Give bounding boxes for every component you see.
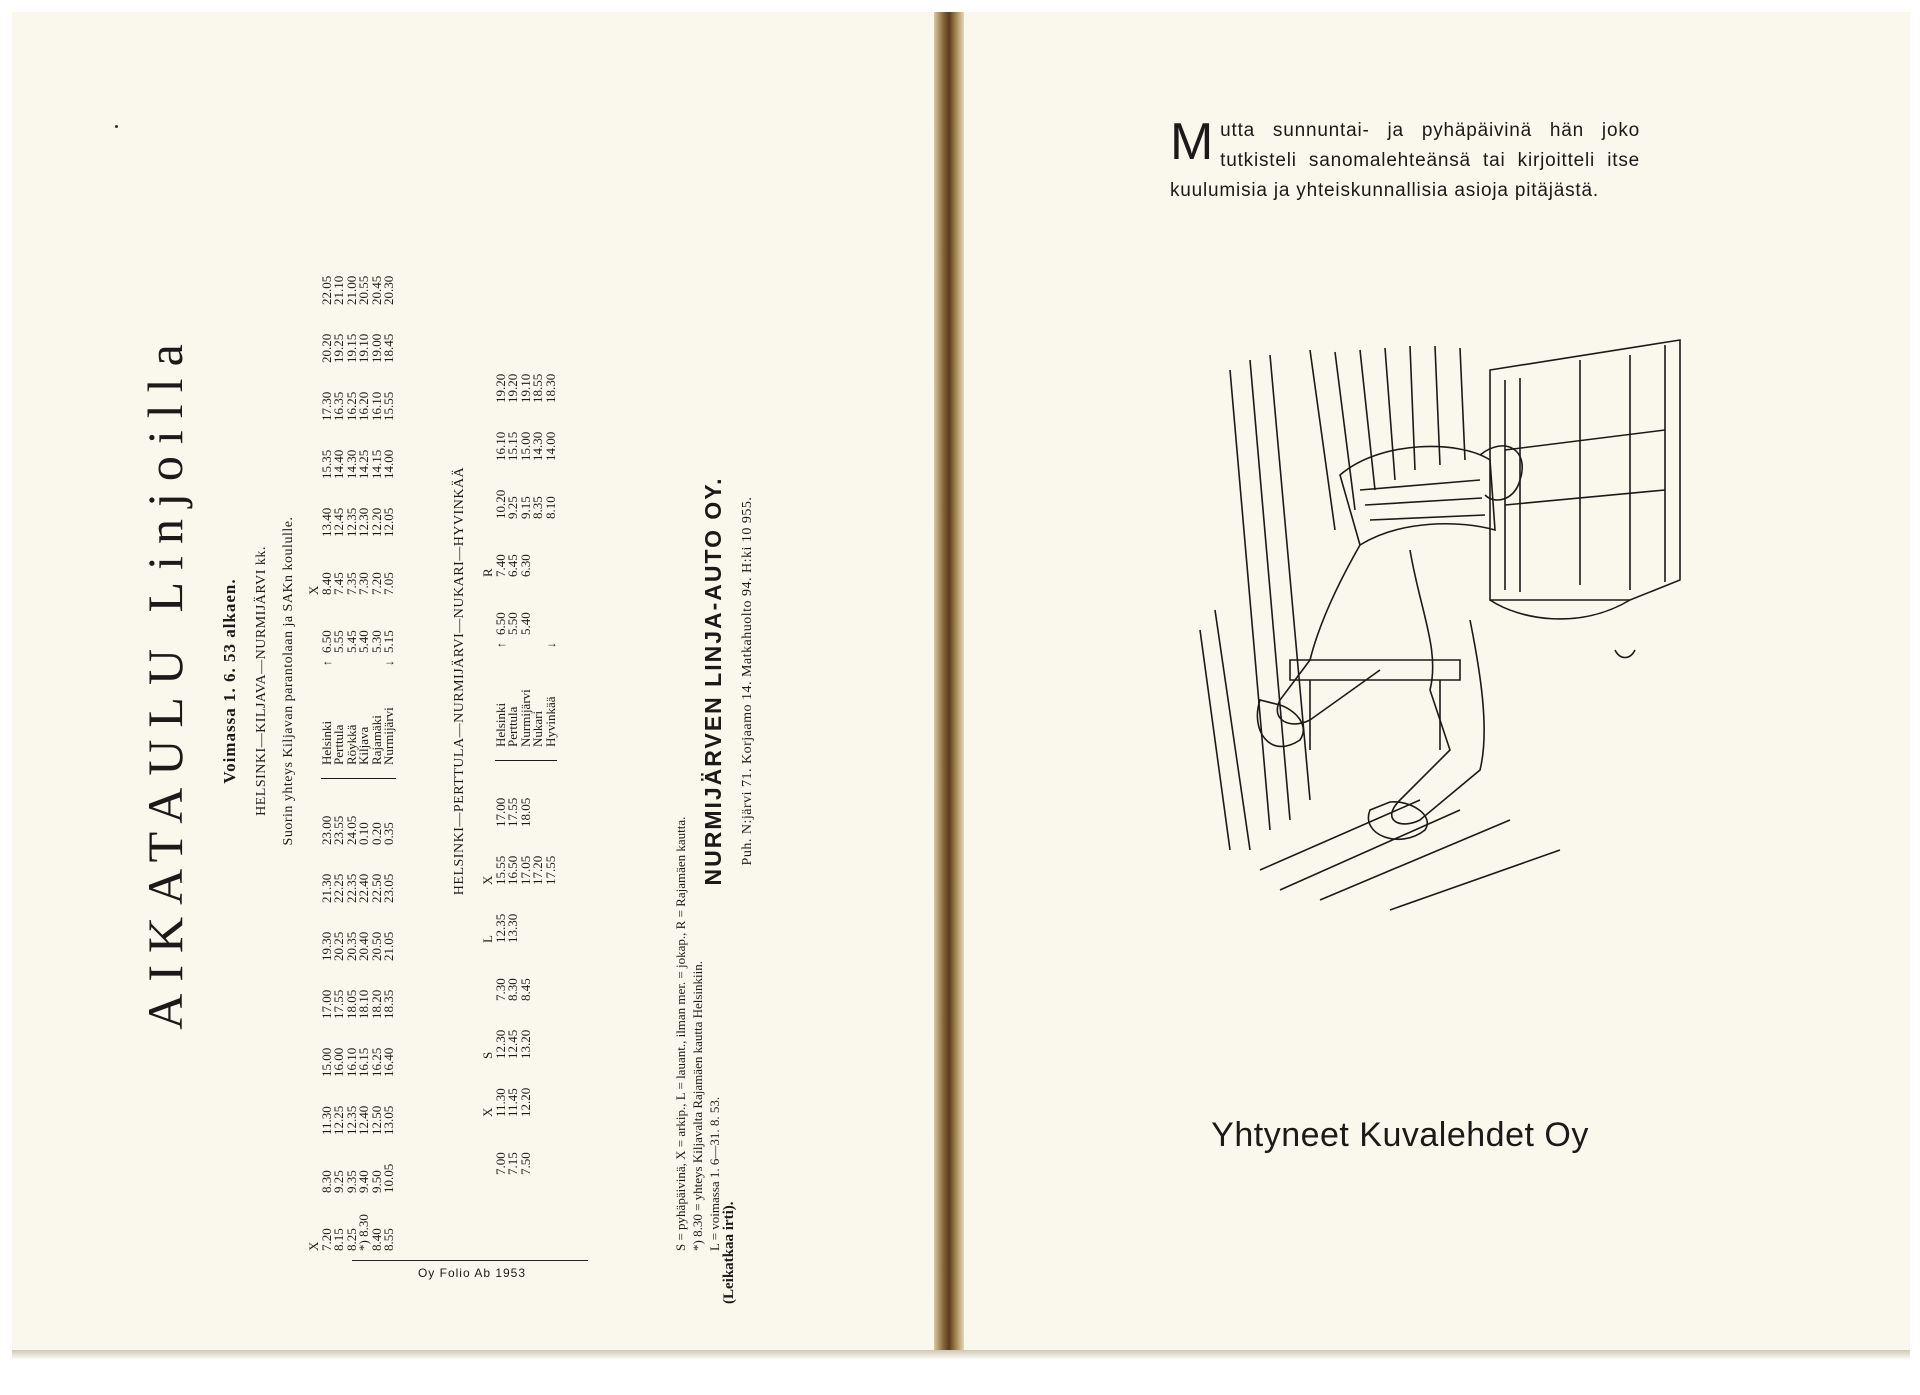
return-time: 19.10	[356, 333, 371, 363]
departure-time: 17.00	[492, 797, 508, 827]
direction-arrow: ↓	[382, 660, 396, 666]
return-time: 6.45	[505, 554, 520, 577]
direction-arrow: ↑	[493, 642, 508, 648]
direction-arrow	[358, 653, 371, 673]
legend-line: L = voimassa 1. 6—31. 8. 53.	[707, 1096, 722, 1251]
departure-time: 16.40	[381, 1047, 396, 1077]
page-shadow	[12, 1350, 1910, 1360]
spacer	[383, 237, 396, 247]
departure-time: 17.00	[318, 989, 334, 1019]
return-time: 5.40	[356, 630, 371, 653]
direction-arrow	[532, 635, 545, 655]
departure-time: 8.40	[368, 1228, 384, 1251]
direction-bar	[358, 765, 371, 779]
imprint-rule	[352, 1260, 588, 1261]
return-time: 15.15	[505, 431, 520, 461]
column-marker: L	[480, 935, 495, 943]
return-time: 20.55	[356, 275, 371, 305]
column-marker: X	[306, 585, 321, 595]
direction-bar	[545, 747, 558, 761]
departure-time: 16.25	[368, 1047, 384, 1077]
quote-text: utta sunnuntai- ja pyhäpäivinä hän joko tutkisteli sanomalehteänsä tai kirjoitteli itse kuulumisia ja yhteiskunnallisia asioja pitäjästä.	[1170, 120, 1640, 201]
departure-time: 12.30	[492, 1029, 508, 1059]
column-marker	[308, 653, 321, 673]
departure-time: 12.45	[505, 1029, 520, 1059]
direction-bar	[495, 747, 508, 761]
return-time: 20.30	[381, 275, 396, 305]
departure-time: 7.20	[318, 1228, 334, 1251]
departure-time: 12.40	[356, 1105, 371, 1135]
legend-line: S = pyhäpäivinä, X = arkip., L = lauant., ilman mer. = jokap., R = Rajamäen kautta.	[673, 816, 688, 1251]
return-time: 6.30	[517, 554, 533, 577]
departure-time: 24.05	[343, 815, 359, 845]
return-time	[532, 577, 545, 635]
return-time: 15.35	[318, 449, 334, 479]
return-time: 19.00	[368, 333, 384, 363]
return-time: 10.20	[492, 489, 508, 519]
column-marker: X	[480, 875, 495, 885]
spacer	[482, 335, 495, 345]
departure-time: 20.35	[343, 931, 359, 961]
stop-name: Perttula	[505, 706, 520, 747]
return-time: 14.30	[530, 431, 545, 461]
departure-time	[532, 885, 545, 943]
departure-time: 20.50	[368, 931, 384, 961]
direction-arrow	[507, 635, 520, 655]
departure-time	[532, 943, 545, 1001]
departure-time: 0.35	[381, 822, 396, 845]
return-time: 7.20	[368, 572, 384, 595]
drop-cap: M	[1170, 113, 1215, 171]
imprint: Oy Folio Ab 1953	[417, 1266, 527, 1280]
departure-time: 0.10	[356, 822, 371, 845]
departure-time: *) 8.30	[356, 1214, 371, 1251]
departure-time: 12.25	[331, 1105, 346, 1135]
departure-time: 13.30	[505, 913, 520, 943]
return-time: 18.30	[542, 373, 558, 403]
departure-time: 22.50	[368, 873, 384, 903]
return-time: 14.30	[343, 449, 359, 479]
return-time: 17.30	[318, 391, 334, 421]
return-time: 7.45	[331, 572, 346, 595]
return-time: 14.00	[542, 431, 558, 461]
route1-heading: HELSINKI—KILJAVA—NURMIJÄRVI kk.	[254, 546, 269, 816]
return-time: 21.10	[331, 275, 346, 305]
quote-paragraph	[1170, 113, 1640, 206]
stop-name: Nurmijärvi	[381, 707, 396, 765]
departure-time: 12.20	[517, 1087, 533, 1117]
return-time: 16.35	[331, 391, 346, 421]
departure-time	[532, 1117, 545, 1175]
return-time: 19.10	[517, 373, 533, 403]
departure-time: 16.50	[505, 855, 520, 885]
return-time: 22.05	[318, 275, 334, 305]
departure-time: 8.55	[381, 1228, 396, 1251]
departure-time: 7.30	[492, 978, 508, 1001]
departure-time	[545, 1001, 558, 1059]
publisher-name: Yhtyneet Kuvalehdet Oy	[1211, 1116, 1589, 1154]
return-time: 7.35	[343, 572, 359, 595]
cut-note: (Leikatkaa irti).	[721, 1201, 737, 1304]
column-marker	[308, 765, 321, 787]
direction-bar	[371, 765, 384, 779]
departure-time: 19.30	[318, 931, 334, 961]
departure-time	[545, 943, 558, 1001]
route2-table	[482, 335, 557, 1175]
return-time: 16.10	[492, 431, 508, 461]
return-time: 20.20	[318, 333, 334, 363]
spacer	[532, 335, 545, 345]
return-time: 5.15	[381, 630, 396, 653]
return-time: 19.15	[343, 333, 359, 363]
stop-name: Nukari	[530, 710, 545, 747]
departure-time: 22.40	[356, 873, 371, 903]
departure-time: 23.00	[318, 815, 334, 845]
departure-time: 23.55	[331, 815, 346, 845]
departure-time	[532, 1001, 545, 1059]
legend-line: *) 8.30 = yhteys Kiljavalta Rajamäen kautta Helsinkiin.	[690, 960, 705, 1251]
departure-time: 20.25	[331, 931, 346, 961]
direction-bar	[383, 765, 396, 779]
return-time: 15.00	[517, 431, 533, 461]
direction-bar	[346, 765, 359, 779]
departure-time: 13.05	[381, 1105, 396, 1135]
return-time: 16.20	[356, 391, 371, 421]
return-time: 12.35	[343, 507, 359, 537]
departure-time: 7.15	[505, 1152, 520, 1175]
direction-bar	[520, 747, 533, 761]
column-marker: R	[480, 568, 495, 577]
return-time: 20.45	[368, 275, 384, 305]
column-marker	[482, 747, 495, 769]
spacer	[545, 335, 558, 345]
man-reading-newspaper-illustration	[1160, 330, 1720, 930]
direction-bar	[321, 765, 334, 779]
return-time: 16.25	[343, 391, 359, 421]
departure-time: 21.05	[381, 931, 396, 961]
return-time: 15.55	[381, 391, 396, 421]
return-time: 5.30	[368, 630, 384, 653]
return-time: 6.50	[492, 612, 508, 635]
departure-time: 16.10	[343, 1047, 359, 1077]
departure-time: 18.20	[368, 989, 384, 1019]
departure-time: 12.50	[368, 1105, 384, 1135]
departure-time: 8.15	[331, 1228, 346, 1251]
column-marker: X	[306, 1241, 321, 1251]
departure-time: 17.55	[505, 797, 520, 827]
departure-time: 10.05	[381, 1163, 396, 1193]
departure-time	[532, 1059, 545, 1117]
return-time: 19.25	[331, 333, 346, 363]
direction-arrow: ↑	[319, 660, 334, 666]
departure-time: 15.00	[318, 1047, 334, 1077]
stop-name: Hyvinkää	[542, 696, 558, 747]
departure-time: 11.30	[492, 1088, 508, 1117]
return-time: 13.40	[318, 507, 334, 537]
departure-time	[545, 1117, 558, 1175]
column-marker: X	[480, 1107, 495, 1117]
return-time: 5.40	[517, 612, 533, 635]
departure-time: 18.10	[356, 989, 371, 1019]
return-time	[545, 519, 558, 577]
departure-time	[532, 769, 545, 827]
departure-time: 7.00	[492, 1152, 508, 1175]
return-time: 18.45	[381, 333, 396, 363]
departure-time: 9.50	[368, 1170, 384, 1193]
departure-time: 8.30	[505, 978, 520, 1001]
return-time: 8.35	[530, 496, 545, 519]
return-time: 12.45	[331, 507, 346, 537]
return-time: 9.25	[505, 496, 520, 519]
stop-name: Helsinki	[318, 720, 334, 765]
direction-arrow: ↓	[543, 642, 558, 648]
direction-bar	[333, 765, 346, 779]
return-time: 18.55	[530, 373, 545, 403]
timetable	[116, 56, 816, 1306]
departure-time: 11.30	[318, 1106, 334, 1135]
spacer	[321, 237, 334, 247]
departure-time: 8.25	[343, 1228, 359, 1251]
departure-time: 8.30	[318, 1170, 334, 1193]
validity-text: Voimassa 1. 6. 53 alkaen.	[220, 578, 239, 784]
departure-time: 9.25	[331, 1170, 346, 1193]
return-time: 16.10	[368, 391, 384, 421]
return-time	[532, 519, 545, 577]
departure-time: 17.55	[331, 989, 346, 1019]
direction-arrow	[346, 653, 359, 673]
departure-time: 11.45	[505, 1088, 520, 1117]
stop-name: Röykkä	[343, 724, 359, 765]
timetable-title: AIKATAULU Linjoilla	[137, 332, 193, 1030]
departure-time: 9.40	[356, 1170, 371, 1193]
route2-heading: HELSINKI—PERTTULA—NURMIJÄRVI—NUKARI—HYVINKÄÄ	[452, 466, 467, 896]
direction-bar	[507, 747, 520, 761]
spacer	[371, 237, 384, 247]
direction-arrow	[333, 653, 346, 673]
return-time: 7.40	[492, 554, 508, 577]
return-time: 5.45	[343, 630, 359, 653]
return-time: 19.20	[492, 373, 508, 403]
direction-arrow	[520, 635, 533, 655]
spacer	[507, 335, 520, 345]
column-marker: S	[480, 1051, 495, 1059]
departure-time: 22.25	[331, 873, 346, 903]
departure-time: 7.50	[517, 1152, 533, 1175]
book-spine	[934, 12, 964, 1350]
spacer	[358, 237, 371, 247]
departure-time: 20.40	[356, 931, 371, 961]
departure-time: 18.35	[381, 989, 396, 1019]
departure-time: 12.35	[343, 1105, 359, 1135]
return-time: 14.15	[368, 449, 384, 479]
spacer	[520, 335, 533, 345]
return-time: 7.30	[356, 572, 371, 595]
departure-time: 9.35	[343, 1170, 359, 1193]
company-address: Puh. N:järvi 71. Korjaamo 14. Matkahuolto 94. H:ki 10 955.	[740, 496, 755, 866]
stop-name: Rajamäki	[368, 715, 384, 765]
stop-name: Helsinki	[492, 702, 508, 747]
company-name: NURMIJÄRVEN LINJA-AUTO OY.	[700, 476, 726, 886]
departure-time: 23.05	[381, 873, 396, 903]
departure-time: 8.45	[517, 978, 533, 1001]
return-time: 8.40	[318, 572, 334, 595]
stop-name: Perttula	[331, 724, 346, 765]
departure-time: 18.05	[343, 989, 359, 1019]
route1-table	[308, 237, 396, 1251]
stop-name: Kiljava	[356, 726, 371, 765]
return-time: 7.05	[381, 572, 396, 595]
departure-time: 17.55	[542, 855, 558, 885]
return-time: 6.50	[318, 630, 334, 653]
return-time: 12.30	[356, 507, 371, 537]
departure-time: 17.20	[530, 855, 545, 885]
route1-note: Suorin yhteys Kiljavan parantolaan ja SAKn koululle.	[281, 516, 296, 846]
departure-time: 21.30	[318, 873, 334, 903]
departure-time: 17.05	[517, 855, 533, 885]
return-time: 5.50	[505, 612, 520, 635]
return-time: 9.15	[517, 496, 533, 519]
departure-time: 15.55	[492, 855, 508, 885]
return-time: 12.05	[381, 507, 396, 537]
return-time	[545, 577, 558, 635]
departure-time	[545, 885, 558, 943]
departure-time: 13.20	[517, 1029, 533, 1059]
return-time: 14.40	[331, 449, 346, 479]
departure-time: 16.15	[356, 1047, 371, 1077]
column-marker	[482, 635, 495, 655]
return-time: 14.00	[381, 449, 396, 479]
departure-time: 22.35	[343, 873, 359, 903]
departure-time	[545, 1059, 558, 1117]
return-time: 8.10	[542, 496, 558, 519]
spacer	[333, 237, 346, 247]
return-time: 21.00	[343, 275, 359, 305]
departure-time: 18.05	[517, 797, 533, 827]
return-time: 5.55	[331, 630, 346, 653]
spacer	[308, 237, 321, 247]
return-time: 12.20	[368, 507, 384, 537]
spacer	[495, 335, 508, 345]
departure-time: 16.00	[331, 1047, 346, 1077]
return-time: 14.25	[356, 449, 371, 479]
stop-name: Nurmijärvi	[517, 689, 533, 747]
return-time: 19.20	[505, 373, 520, 403]
departure-time: 0.20	[368, 822, 384, 845]
direction-bar	[532, 747, 545, 761]
departure-time	[545, 769, 558, 827]
departure-time	[520, 885, 533, 943]
departure-time: 12.35	[492, 913, 508, 943]
spacer	[346, 237, 359, 247]
